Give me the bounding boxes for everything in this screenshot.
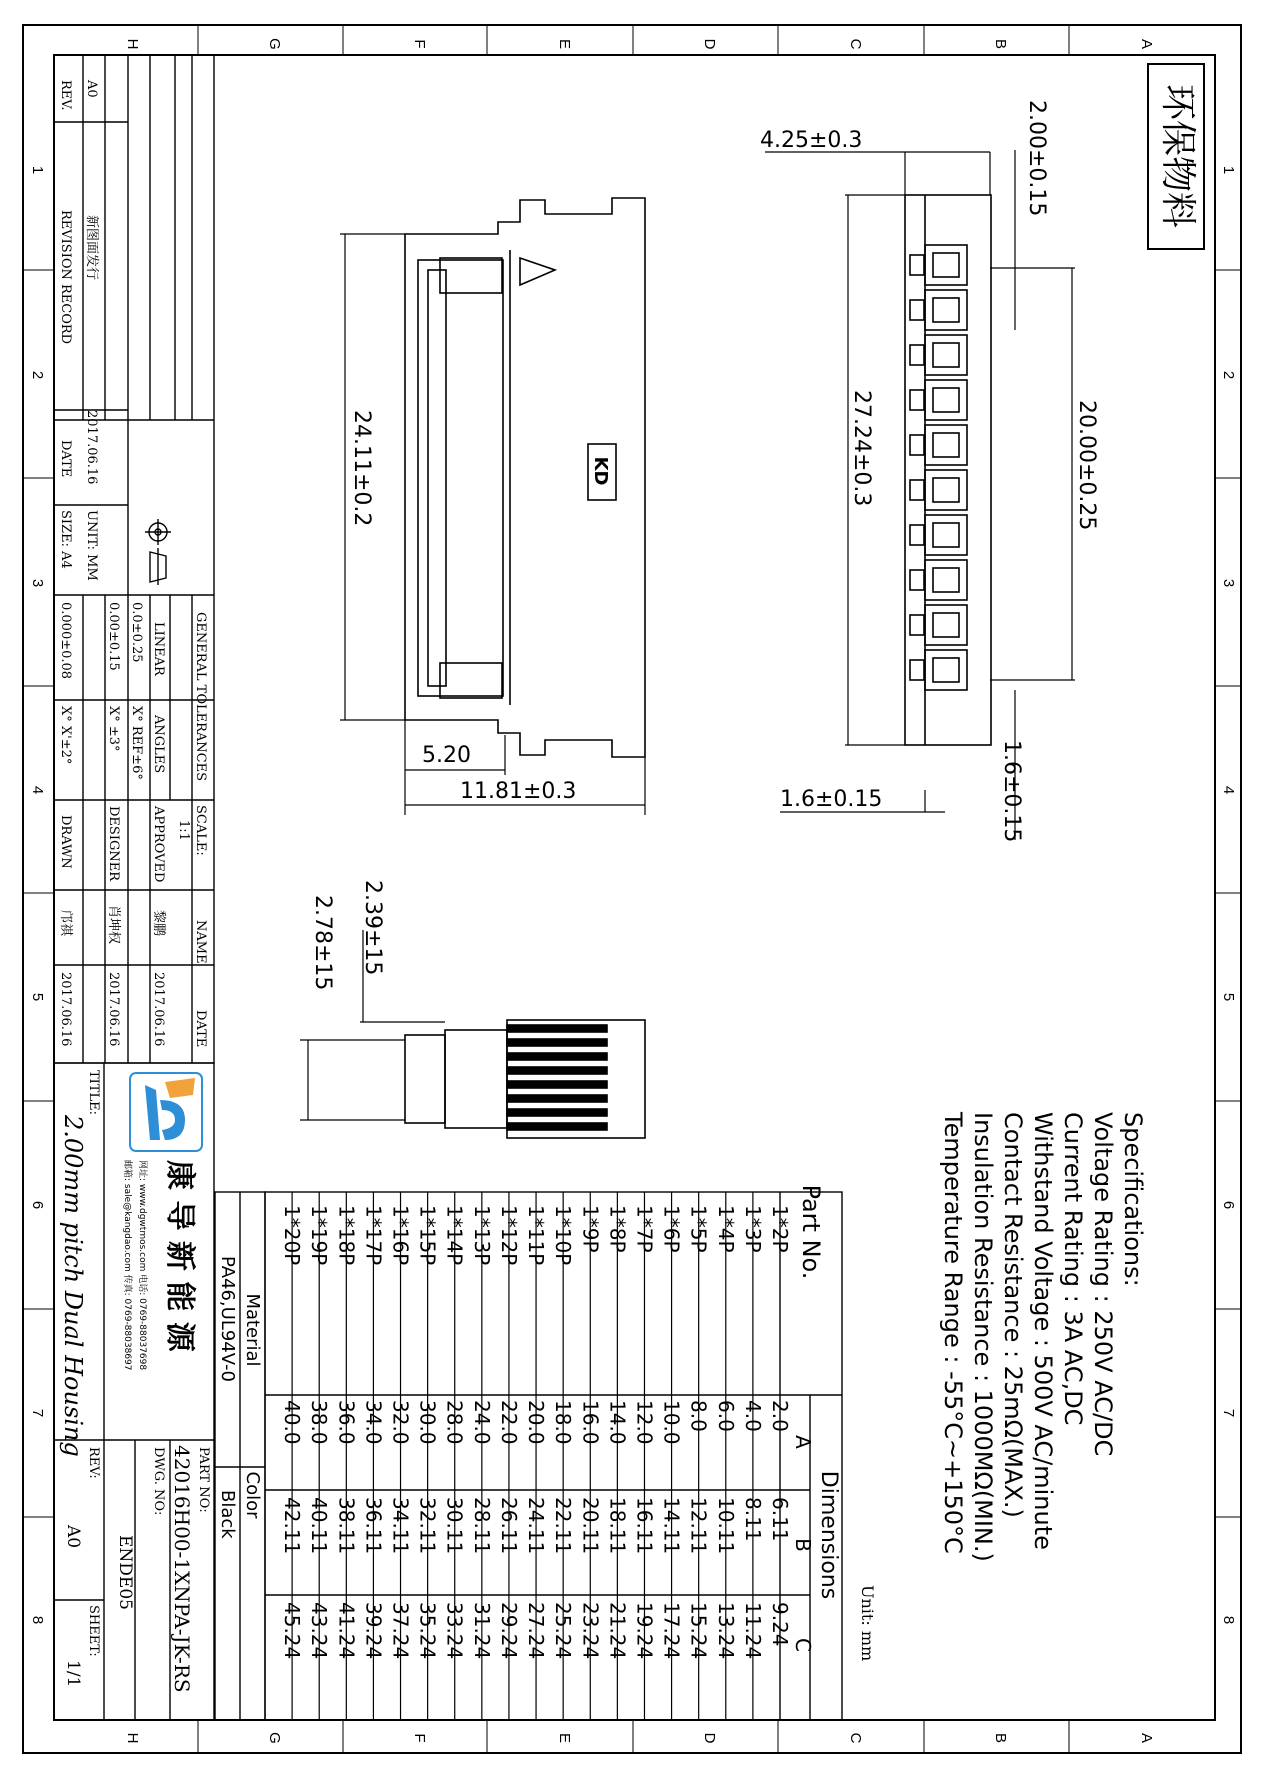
dim-table-value-cell: 14.0 — [605, 1400, 630, 1445]
pin-cavity — [925, 290, 967, 330]
tb-general-tolerances: GENERAL TOLERANCES — [193, 612, 208, 782]
frame-letter: G — [266, 1732, 283, 1744]
pin-row — [910, 245, 967, 690]
dim-table-value-cell: 25.24 — [551, 1602, 576, 1660]
tb-tol-2: 0.00±0.15 — [106, 602, 121, 671]
tb-ang-1: X° REF±6° — [129, 706, 144, 780]
tb-title-label: TITLE: — [86, 1070, 101, 1115]
dim-table-value-cell: 14.11 — [659, 1497, 684, 1555]
dim-table-value-cell: 39.24 — [361, 1602, 386, 1660]
frame-number: 5 — [29, 992, 46, 1002]
frame-number: 8 — [29, 1615, 46, 1625]
frame-letter: D — [701, 38, 718, 50]
frame-number: 4 — [29, 785, 46, 795]
dim-table-value-cell: 33.24 — [442, 1602, 467, 1660]
dim-side-a: 2.39±15 — [360, 880, 385, 976]
material-label: Material — [242, 1293, 263, 1367]
frame-number: 3 — [1220, 578, 1237, 588]
side-rib — [507, 1067, 607, 1074]
frame-letter: F — [411, 39, 428, 49]
frame-number: 2 — [1220, 370, 1237, 380]
side-rib — [507, 1053, 607, 1060]
pin-cavity — [925, 470, 967, 510]
spec-line: Current Rating : 3A AC,DC — [1059, 1112, 1087, 1426]
pin-tab — [910, 390, 924, 410]
frame-letter: A — [1138, 38, 1155, 50]
pin-cavity-inner — [933, 478, 959, 502]
tb-drawn-name: 邝祺 — [58, 910, 73, 937]
company-logo-icon — [130, 1073, 202, 1151]
pin-tab — [910, 345, 924, 365]
tb-rev-value: A0 — [84, 80, 99, 98]
spec-line: Voltage Rating : 250V AC/DC — [1089, 1112, 1117, 1457]
dim-table-col-a: A — [791, 1435, 815, 1449]
tb-designer: DESIGNER — [106, 806, 121, 881]
dim-table-value-cell: 43.24 — [307, 1602, 332, 1660]
tb-date-col-label: DATE — [193, 1010, 208, 1048]
dim-table-value-cell: 26.11 — [496, 1497, 521, 1555]
tb-unit-label: UNIT: MM — [84, 510, 99, 581]
side-rib — [507, 1081, 607, 1088]
spec-line: Temperature Range : -55°C~+150°C — [939, 1112, 967, 1554]
pin-tab — [910, 255, 924, 275]
dim-table-dims-header: Dimensions — [816, 1470, 841, 1600]
dim-table-value-cell: 40.11 — [307, 1497, 332, 1555]
tb-company-line1: 网址: www.dgwtmos.com 电话: 0769-88037698 — [137, 1160, 147, 1371]
dim-side-b: 2.78±15 — [310, 895, 335, 991]
dim-table-value-cell: 17.24 — [659, 1602, 684, 1660]
dim-pitch: 2.00±0.15 — [1024, 100, 1049, 217]
side-view-ribbed-body — [507, 1020, 645, 1138]
dim-table-part-cell: 1*3P — [740, 1205, 765, 1253]
spec-line: Contact Resistance : 25mΩ(MAX.) — [999, 1112, 1027, 1518]
dim-pin-width: 1.6±0.15 — [999, 740, 1024, 843]
dim-table-col-c: C — [791, 1638, 815, 1652]
dim-table-value-cell: 21.24 — [605, 1602, 630, 1660]
pin-tab — [910, 525, 924, 545]
front-view-dimensions — [340, 234, 645, 815]
side-rib — [507, 1095, 607, 1102]
dim-table-value-cell: 32.11 — [415, 1497, 440, 1555]
dim-table-value-cell: 40.0 — [280, 1400, 305, 1445]
frame-number: 1 — [29, 165, 46, 175]
dim-table-part-cell: 1*18P — [334, 1205, 359, 1266]
dim-table-value-cell: 34.11 — [388, 1497, 413, 1555]
pin-cavity — [925, 425, 967, 465]
rib-row — [507, 1025, 607, 1130]
color-label: Color — [242, 1471, 263, 1519]
tb-size-label: SIZE: A4 — [58, 510, 73, 569]
tb-scale-label: SCALE: — [193, 805, 208, 856]
pin-tab — [910, 435, 924, 455]
tb-title-value: 2.00mm pitch Dual Housing — [59, 1115, 87, 1457]
dim-table-value-cell: 16.0 — [578, 1400, 603, 1445]
frame-number: 1 — [1220, 165, 1237, 175]
dimension-table — [265, 1185, 877, 1720]
tb-sheet-value: 1/1 — [63, 1660, 83, 1688]
tb-company-name: 康 导 新 能 源 — [162, 1160, 197, 1352]
tb-company-line2: 邮箱: sale@kangdao.com 传真: 0769-88038697 — [122, 1160, 132, 1371]
dim-table-part-cell: 1*13P — [469, 1205, 494, 1266]
pin-cavity — [925, 650, 967, 690]
dim-table-value-cell: 10.11 — [713, 1497, 738, 1555]
pin-cavity-inner — [933, 298, 959, 322]
material-value: PA46,UL94V-0 — [217, 1256, 238, 1382]
dim-table-value-cell: 28.11 — [469, 1497, 494, 1555]
dim-table-part-cell: 1*19P — [307, 1205, 332, 1266]
frame-number: 6 — [1220, 1200, 1237, 1210]
frame-letter: D — [701, 1732, 718, 1744]
tb-ang-3: X° X'±2° — [58, 706, 73, 765]
dim-table-value-cell: 11.24 — [740, 1602, 765, 1660]
dim-table-part-cell: 1*15P — [415, 1205, 440, 1266]
side-view — [405, 1020, 645, 1138]
dim-offset: 1.6±0.15 — [780, 787, 883, 812]
dim-front-depth: 5.20 — [422, 743, 471, 768]
side-rib — [507, 1025, 607, 1032]
dim-table-part-cell: 1*10P — [551, 1205, 576, 1266]
tb-angles: ANGLES — [151, 715, 166, 774]
dim-table-value-cell: 32.0 — [388, 1400, 413, 1445]
spec-title: Specifications: — [1119, 1112, 1147, 1287]
pin-cavity — [925, 245, 967, 285]
dim-table-value-cell: 13.24 — [713, 1602, 738, 1660]
dim-table-value-cell: 45.24 — [280, 1602, 305, 1660]
frame-letter: A — [1138, 1732, 1155, 1744]
pin-tab — [910, 300, 924, 320]
pin-tab — [910, 615, 924, 635]
dim-table-part-cell: 1*16P — [388, 1205, 413, 1266]
tb-part-no-label: PART NO: — [196, 1447, 211, 1513]
eco-stamp — [1148, 64, 1204, 249]
dim-table-value-cell: 38.0 — [307, 1400, 332, 1445]
dim-height-small: 4.25±0.3 — [760, 128, 863, 153]
spec-line: Insulation Resistance : 1000MΩ(MIN.) — [969, 1112, 997, 1562]
tb-date-value: 2017.06.16 — [84, 410, 99, 485]
dim-table-value-cell: 24.11 — [524, 1497, 549, 1555]
frame-letter: F — [411, 1733, 428, 1743]
dim-table-value-cell: 16.11 — [632, 1497, 657, 1555]
frame-number: 8 — [1220, 1615, 1237, 1625]
pin-cavity — [925, 515, 967, 555]
pin-cavity-inner — [933, 613, 959, 637]
dim-table-value-cell: 12.0 — [632, 1400, 657, 1445]
color-value: Black — [217, 1490, 238, 1539]
pin-cavity-inner — [933, 658, 959, 682]
dim-table-part-cell: 1*2P — [768, 1205, 792, 1253]
pin-tab — [910, 660, 924, 680]
dim-pin-span: 20.00±0.25 — [1074, 400, 1099, 531]
frame-letter: G — [266, 38, 283, 50]
pin1-triangle — [520, 258, 555, 285]
dim-table-part-cell: 1*17P — [361, 1205, 386, 1266]
dim-table-value-cell: 6.0 — [713, 1400, 738, 1432]
pin-tab — [910, 480, 924, 500]
dim-overall-length: 27.24±0.3 — [849, 390, 874, 507]
frame-letter: E — [556, 1732, 573, 1744]
side-view-dim-texts — [310, 880, 385, 990]
top-view-dim-texts — [760, 100, 1099, 842]
pin-cavity-inner — [933, 253, 959, 277]
dim-table-value-cell: 19.24 — [632, 1602, 657, 1660]
tb-part-no-value: 42016H00-1XNPA-JK-RS — [170, 1445, 194, 1693]
dim-table-part-cell: 1*5P — [686, 1205, 711, 1253]
tb-approved-date: 2017.06.16 — [151, 972, 166, 1047]
tb-tol-1: 0.0±0.25 — [129, 602, 144, 663]
dim-table-part-cell: 1*9P — [578, 1205, 603, 1253]
dim-table-value-cell: 29.24 — [496, 1602, 521, 1660]
tb-sheet-label: SHEET: — [86, 1605, 101, 1657]
tb-approved: APPROVED — [151, 806, 166, 883]
dim-table-value-cell: 28.0 — [442, 1400, 467, 1445]
dim-table-unit: Unit: mm — [858, 1585, 877, 1662]
pin-cavity-inner — [933, 343, 959, 367]
dim-table-part-cell: 1*7P — [632, 1205, 657, 1253]
frame-number: 7 — [29, 1408, 46, 1418]
dim-table-value-cell: 36.11 — [361, 1497, 386, 1555]
pin-cavity — [925, 335, 967, 375]
dim-table-value-cell: 41.24 — [334, 1602, 359, 1660]
specifications — [939, 1111, 1147, 1562]
dim-table-value-cell: 24.0 — [469, 1400, 494, 1445]
dim-table-value-cell: 9.24 — [768, 1602, 792, 1647]
dim-table-value-cell: 20.11 — [578, 1497, 603, 1555]
frame-number: 2 — [29, 370, 46, 380]
dim-table-part-header: Part No. — [797, 1184, 825, 1280]
dim-table-value-cell: 37.24 — [388, 1602, 413, 1660]
dim-table-value-cell: 36.0 — [334, 1400, 359, 1445]
tb-rev-label: REV. — [58, 80, 73, 111]
pin-cavity — [925, 380, 967, 420]
projection-symbol-icon — [145, 519, 171, 585]
tb-approved-name: 黎鹏 — [151, 910, 166, 937]
dim-table-col-b: B — [791, 1538, 815, 1552]
dim-table-value-cell: 27.24 — [524, 1602, 549, 1660]
dim-table-value-cell: 6.11 — [768, 1497, 792, 1542]
dim-table-part-cell: 1*6P — [659, 1205, 684, 1253]
dim-table-part-cell: 1*12P — [496, 1205, 521, 1266]
tb-dwg-no-value: ENDE05 — [115, 1535, 135, 1610]
dim-table-value-cell: 15.24 — [686, 1602, 711, 1660]
tb-drawn: DRAWN — [58, 815, 73, 869]
dim-table-value-cell: 42.11 — [280, 1497, 305, 1555]
dim-table-part-cell: 1*4P — [713, 1205, 738, 1253]
frame-number: 5 — [1220, 992, 1237, 1002]
front-view-marking: KD — [590, 456, 611, 486]
dim-front-length: 24.11±0.2 — [349, 410, 374, 527]
tb-tol-3: 0.000±0.08 — [58, 602, 73, 680]
pin-cavity-inner — [933, 523, 959, 547]
dim-table-part-cell: 1*20P — [280, 1205, 305, 1266]
dim-table-value-cell: 18.0 — [551, 1400, 576, 1445]
dim-table-part-cell: 1*11P — [524, 1205, 549, 1266]
tb-date-label: DATE — [58, 440, 73, 478]
pin-cavity-inner — [933, 568, 959, 592]
tb-rev2-value: A0 — [63, 1525, 83, 1549]
tb-rev2-label: REV: — [86, 1447, 101, 1479]
dim-table-value-cell: 38.11 — [334, 1497, 359, 1555]
dim-table-value-cell: 35.24 — [415, 1602, 440, 1660]
frame-number: 6 — [29, 1200, 46, 1210]
pin-cavity — [925, 605, 967, 645]
frame-letter: H — [124, 38, 141, 50]
frame-number: 3 — [29, 578, 46, 588]
pin-cavity-inner — [933, 433, 959, 457]
tb-name-label: NAME — [193, 920, 208, 964]
dim-table-value-cell: 8.11 — [740, 1497, 765, 1542]
dim-front-width: 11.81±0.3 — [460, 779, 577, 804]
tb-linear: LINEAR — [151, 622, 166, 676]
pin-tab — [910, 570, 924, 590]
tb-scale-value: 1:1 — [176, 820, 191, 841]
dim-table-value-cell: 12.11 — [686, 1497, 711, 1555]
dim-table-value-cell: 22.0 — [496, 1400, 521, 1445]
material-table — [215, 1192, 265, 1720]
dim-table-value-cell: 8.0 — [686, 1400, 711, 1432]
side-rib — [507, 1039, 607, 1046]
frame-letter: B — [992, 1732, 1009, 1744]
dim-table-value-cell: 23.24 — [578, 1602, 603, 1660]
dim-table-value-cell: 20.0 — [524, 1400, 549, 1445]
dim-table-value-cell: 30.11 — [442, 1497, 467, 1555]
frame-letter: C — [847, 38, 864, 50]
side-rib — [507, 1123, 607, 1130]
spec-line: Withstand Voltage : 500V AC/minute — [1029, 1112, 1057, 1550]
dim-table-value-cell: 31.24 — [469, 1602, 494, 1660]
tb-designer-name: 肖坤权 — [106, 905, 121, 945]
tb-designer-date: 2017.06.16 — [106, 972, 121, 1047]
dim-table-value-cell: 30.0 — [415, 1400, 440, 1445]
pin-cavity — [925, 560, 967, 600]
side-rib — [507, 1109, 607, 1116]
pin-cavity-inner — [933, 388, 959, 412]
frame-number: 7 — [1220, 1408, 1237, 1418]
tb-revision-record-label: REVISION RECORD — [58, 210, 73, 345]
top-view — [905, 195, 991, 745]
eco-stamp-text: 环保物料 — [1157, 83, 1198, 229]
tb-drawn-date: 2017.06.16 — [58, 972, 73, 1047]
frame-letter: B — [992, 38, 1009, 50]
frame-number: 4 — [1220, 785, 1237, 795]
dim-table-part-cell: 1*8P — [605, 1205, 630, 1253]
top-view-dimensions — [765, 150, 1075, 843]
frame-letter: H — [124, 1732, 141, 1744]
tb-dwg-no-label: DWG. NO: — [151, 1447, 166, 1516]
dim-table-part-cell: 1*14P — [442, 1205, 467, 1266]
dim-table-value-cell: 34.0 — [361, 1400, 386, 1445]
dim-table-value-cell: 10.0 — [659, 1400, 684, 1445]
dim-table-value-cell: 4.0 — [740, 1400, 765, 1432]
frame-letter: C — [847, 1732, 864, 1744]
dim-table-value-cell: 22.11 — [551, 1497, 576, 1555]
dim-table-value-cell: 2.0 — [768, 1400, 792, 1432]
front-view-dim-texts — [349, 410, 576, 804]
frame-letter: E — [556, 38, 573, 50]
tb-ang-2: X° ±3° — [106, 706, 121, 752]
dim-table-value-cell: 18.11 — [605, 1497, 630, 1555]
tb-revision-record-value: 新图面发行 — [84, 215, 99, 281]
